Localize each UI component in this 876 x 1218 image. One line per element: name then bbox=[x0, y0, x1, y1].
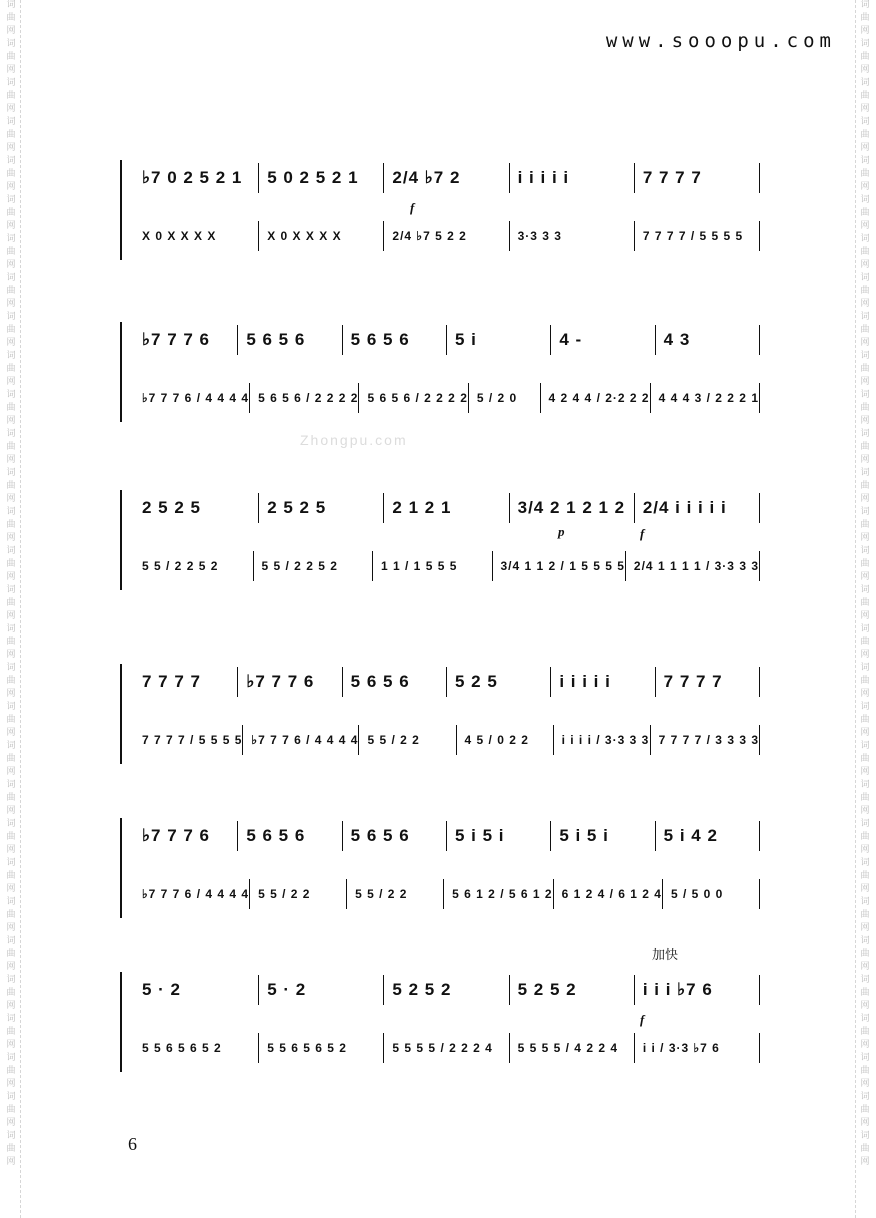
measure: i i i i / 3·3 3 3 bbox=[561, 733, 650, 747]
measure: ♭7 7 7 6 / 4 4 4 4 bbox=[142, 391, 250, 405]
measure: 5 · 2 bbox=[142, 980, 182, 999]
barline bbox=[759, 879, 760, 909]
side-glyph: 网 bbox=[6, 455, 16, 465]
measure: 5 6 5 6 bbox=[246, 826, 306, 845]
side-glyph: 词 bbox=[860, 507, 870, 517]
side-glyph: 网 bbox=[860, 728, 870, 738]
side-glyph: 网 bbox=[6, 182, 16, 192]
measure: i i i ♭7 6 bbox=[642, 980, 713, 999]
side-glyph: 网 bbox=[860, 143, 870, 153]
system-brace bbox=[120, 322, 130, 422]
side-glyph: 曲 bbox=[6, 832, 16, 842]
measure: ♭7 7 7 6 / 4 4 4 4 bbox=[251, 733, 359, 747]
barline bbox=[759, 975, 760, 1005]
measure: 5 5 / 2 2 bbox=[355, 887, 408, 901]
side-glyph: 网 bbox=[860, 923, 870, 933]
side-glyph: 曲 bbox=[860, 637, 870, 647]
measure: i i / 3·3 ♭7 6 bbox=[642, 1041, 720, 1055]
side-glyph: 网 bbox=[860, 1118, 870, 1128]
side-glyph: 曲 bbox=[860, 871, 870, 881]
melody-staff bbox=[134, 664, 760, 700]
side-glyph: 曲 bbox=[860, 676, 870, 686]
measure: 5 5 6 5 6 5 2 bbox=[267, 1041, 347, 1055]
measure: 5 6 5 6 bbox=[246, 330, 306, 349]
measure: i i i i i bbox=[517, 168, 570, 187]
measure: X 0 X X X X bbox=[142, 229, 217, 243]
side-glyph: 网 bbox=[6, 611, 16, 621]
side-glyph: 网 bbox=[860, 572, 870, 582]
dynamic-forte-3: f bbox=[640, 1012, 645, 1027]
accompaniment-staff bbox=[134, 218, 760, 254]
side-glyph: 词 bbox=[860, 819, 870, 829]
measure: 5 6 1 2 / 5 6 1 2 bbox=[452, 887, 553, 901]
barline bbox=[759, 1033, 760, 1063]
side-glyph: 词 bbox=[6, 507, 16, 517]
side-glyph: 曲 bbox=[6, 13, 16, 23]
side-glyph: 网 bbox=[860, 182, 870, 192]
side-glyph: 曲 bbox=[6, 559, 16, 569]
side-glyph: 曲 bbox=[6, 325, 16, 335]
side-glyph: 网 bbox=[6, 1079, 16, 1089]
score-system bbox=[120, 322, 760, 432]
dynamic-forte-1: f bbox=[410, 200, 415, 215]
measure: 5 6 5 6 bbox=[350, 330, 410, 349]
side-glyph: 词 bbox=[6, 1014, 16, 1024]
side-glyph: 网 bbox=[860, 533, 870, 543]
page-number: 6 bbox=[128, 1134, 137, 1154]
side-glyph: 词 bbox=[860, 78, 870, 88]
side-glyph: 网 bbox=[860, 338, 870, 348]
measure: 3·3 3 3 bbox=[517, 229, 562, 243]
side-glyph: 网 bbox=[6, 572, 16, 582]
side-glyph: 词 bbox=[6, 702, 16, 712]
side-glyph: 网 bbox=[6, 845, 16, 855]
side-glyph: 网 bbox=[6, 923, 16, 933]
side-glyph: 网 bbox=[860, 1079, 870, 1089]
measure: 7 7 7 7 / 3 3 3 3 bbox=[658, 733, 760, 747]
side-glyph: 曲 bbox=[6, 1066, 16, 1076]
side-glyph: 网 bbox=[860, 1040, 870, 1050]
measure: ♭7 7 7 6 bbox=[142, 826, 211, 845]
side-glyph: 曲 bbox=[6, 754, 16, 764]
side-glyph: 词 bbox=[6, 1092, 16, 1102]
side-glyph: 网 bbox=[6, 728, 16, 738]
side-glyph: 词 bbox=[860, 546, 870, 556]
measure: 4 2 4 4 / 2·2 2 2 bbox=[548, 391, 650, 405]
measure: 2 5 2 5 bbox=[142, 498, 201, 517]
side-glyph: 网 bbox=[6, 65, 16, 75]
side-glyph: 词 bbox=[6, 0, 16, 10]
side-glyph: 曲 bbox=[860, 832, 870, 842]
side-glyph: 词 bbox=[6, 39, 16, 49]
melody-staff bbox=[134, 160, 760, 196]
side-glyph: 词 bbox=[860, 975, 870, 985]
measure: 5 6 5 6 / 2 2 2 2 bbox=[367, 391, 468, 405]
measure: 5 6 5 6 / 2 2 2 2 bbox=[258, 391, 359, 405]
right-watermark-strip bbox=[856, 0, 874, 1218]
side-glyph: 词 bbox=[6, 468, 16, 478]
side-glyph: 词 bbox=[860, 858, 870, 868]
side-glyph: 词 bbox=[860, 195, 870, 205]
side-glyph: 词 bbox=[860, 1131, 870, 1141]
side-glyph: 词 bbox=[860, 741, 870, 751]
measure: ♭7 7 7 6 bbox=[246, 672, 315, 691]
side-glyph: 网 bbox=[6, 299, 16, 309]
side-glyph: 词 bbox=[6, 663, 16, 673]
measure: 7 7 7 7 bbox=[642, 168, 702, 187]
accompaniment-staff bbox=[134, 380, 760, 416]
side-glyph: 词 bbox=[860, 390, 870, 400]
measure: i i i i i bbox=[559, 672, 611, 691]
side-glyph: 词 bbox=[860, 663, 870, 673]
side-glyph: 曲 bbox=[860, 481, 870, 491]
accompaniment-staff bbox=[134, 876, 760, 912]
side-glyph: 曲 bbox=[6, 598, 16, 608]
side-glyph: 曲 bbox=[860, 1027, 870, 1037]
system-brace bbox=[120, 160, 130, 260]
side-glyph: 网 bbox=[6, 338, 16, 348]
side-glyph: 网 bbox=[6, 104, 16, 114]
side-glyph: 曲 bbox=[860, 403, 870, 413]
melody-staff bbox=[134, 972, 760, 1008]
measure: 6 1 2 4 / 6 1 2 4 bbox=[561, 887, 662, 901]
side-glyph: 曲 bbox=[6, 871, 16, 881]
score-system bbox=[120, 490, 760, 600]
measure: 5 · 2 bbox=[267, 980, 307, 999]
side-glyph: 曲 bbox=[860, 910, 870, 920]
measure: 5 5 / 2 2 bbox=[367, 733, 420, 747]
side-glyph: 词 bbox=[860, 897, 870, 907]
side-glyph: 网 bbox=[860, 650, 870, 660]
side-glyph: 曲 bbox=[860, 91, 870, 101]
side-glyph: 网 bbox=[6, 1040, 16, 1050]
measure: 2 5 2 5 bbox=[267, 498, 327, 517]
side-glyph: 曲 bbox=[860, 247, 870, 257]
side-glyph: 词 bbox=[6, 390, 16, 400]
side-glyph: 网 bbox=[860, 884, 870, 894]
barline bbox=[759, 383, 760, 413]
side-glyph: 网 bbox=[6, 221, 16, 231]
side-glyph: 曲 bbox=[860, 208, 870, 218]
side-glyph: 曲 bbox=[6, 52, 16, 62]
side-glyph: 词 bbox=[860, 936, 870, 946]
background-watermark: Zhongpu.com bbox=[300, 432, 408, 448]
side-glyph: 词 bbox=[860, 1014, 870, 1024]
side-glyph: 网 bbox=[6, 689, 16, 699]
side-glyph: 网 bbox=[6, 494, 16, 504]
side-glyph: 词 bbox=[860, 39, 870, 49]
side-glyph: 曲 bbox=[860, 130, 870, 140]
side-glyph: 网 bbox=[860, 455, 870, 465]
side-glyph: 词 bbox=[6, 858, 16, 868]
side-glyph: 曲 bbox=[6, 637, 16, 647]
side-glyph: 词 bbox=[6, 156, 16, 166]
side-glyph: 网 bbox=[6, 962, 16, 972]
measure: 5 5 5 5 / 4 2 2 4 bbox=[517, 1041, 619, 1055]
measure: 5 0 2 5 2 1 bbox=[267, 168, 359, 187]
side-glyph: 曲 bbox=[6, 91, 16, 101]
side-glyph: 词 bbox=[860, 0, 870, 10]
measure: ♭7 0 2 5 2 1 bbox=[142, 168, 243, 187]
side-glyph: 网 bbox=[6, 143, 16, 153]
side-glyph: 词 bbox=[6, 195, 16, 205]
side-glyph: 词 bbox=[6, 429, 16, 439]
side-glyph: 词 bbox=[860, 117, 870, 127]
side-glyph: 曲 bbox=[6, 1027, 16, 1037]
side-glyph: 曲 bbox=[6, 364, 16, 374]
side-glyph: 词 bbox=[860, 585, 870, 595]
side-glyph: 词 bbox=[6, 897, 16, 907]
system-brace bbox=[120, 664, 130, 764]
measure: 3/4 2 1 2 1 2 bbox=[517, 498, 626, 517]
measure: 2/4 1 1 1 1 / 3·3 3 3 bbox=[633, 559, 759, 573]
measure: 5 5 / 2 2 5 2 bbox=[261, 559, 338, 573]
measure: 5 / 2 0 bbox=[476, 391, 518, 405]
side-glyph: 曲 bbox=[860, 1144, 870, 1154]
side-glyph: 网 bbox=[860, 767, 870, 777]
side-glyph: 词 bbox=[6, 819, 16, 829]
dynamic-forte-2: f bbox=[640, 526, 645, 541]
side-glyph: 词 bbox=[860, 468, 870, 478]
barline bbox=[759, 551, 760, 581]
measure: X 0 X X X X bbox=[267, 229, 342, 243]
measure: 7 7 7 7 / 5 5 5 5 bbox=[642, 229, 744, 243]
side-glyph: 词 bbox=[860, 780, 870, 790]
side-glyph: 词 bbox=[860, 1092, 870, 1102]
accompaniment-staff bbox=[134, 1030, 760, 1066]
measure: 1 1 / 1 5 5 5 bbox=[381, 559, 458, 573]
melody-staff bbox=[134, 490, 760, 526]
site-url: www.sooopu.com bbox=[605, 30, 836, 52]
measure: ♭7 7 7 6 / 4 4 4 4 bbox=[142, 887, 250, 901]
measure: 5 / 5 0 0 bbox=[670, 887, 724, 901]
side-glyph: 词 bbox=[860, 702, 870, 712]
system-brace bbox=[120, 972, 130, 1072]
side-glyph: 曲 bbox=[6, 949, 16, 959]
barline bbox=[759, 325, 760, 355]
measure: 5 2 5 bbox=[454, 672, 498, 691]
side-glyph: 曲 bbox=[860, 325, 870, 335]
side-glyph: 曲 bbox=[6, 169, 16, 179]
measure: 5 6 5 6 bbox=[350, 826, 410, 845]
measure: 5 5 / 2 2 5 2 bbox=[142, 559, 219, 573]
side-glyph: 曲 bbox=[860, 754, 870, 764]
side-glyph: 网 bbox=[860, 806, 870, 816]
side-glyph: 曲 bbox=[860, 1066, 870, 1076]
left-watermark-strip bbox=[2, 0, 20, 1218]
measure: 5 5 6 5 6 5 2 bbox=[142, 1041, 222, 1055]
side-glyph: 曲 bbox=[860, 949, 870, 959]
side-glyph: 词 bbox=[860, 273, 870, 283]
accompaniment-staff bbox=[134, 722, 760, 758]
side-glyph: 曲 bbox=[6, 1105, 16, 1115]
side-glyph: 曲 bbox=[860, 793, 870, 803]
side-glyph: 词 bbox=[6, 78, 16, 88]
side-glyph: 词 bbox=[6, 351, 16, 361]
side-glyph: 网 bbox=[6, 26, 16, 36]
side-glyph: 网 bbox=[6, 767, 16, 777]
side-glyph: 词 bbox=[6, 585, 16, 595]
side-glyph: 曲 bbox=[860, 169, 870, 179]
side-glyph: 词 bbox=[6, 546, 16, 556]
side-glyph: 网 bbox=[6, 1001, 16, 1011]
measure: 5 5 / 2 2 bbox=[258, 887, 311, 901]
barline bbox=[759, 667, 760, 697]
side-glyph: 曲 bbox=[6, 520, 16, 530]
side-glyph: 网 bbox=[860, 377, 870, 387]
side-glyph: 词 bbox=[6, 780, 16, 790]
side-glyph: 网 bbox=[860, 689, 870, 699]
barline bbox=[759, 821, 760, 851]
side-glyph: 网 bbox=[860, 221, 870, 231]
side-glyph: 网 bbox=[860, 1157, 870, 1167]
side-glyph: 曲 bbox=[860, 1105, 870, 1115]
measure: 2/4 ♭7 2 bbox=[392, 168, 461, 187]
measure: 2/4 ♭7 5 2 2 bbox=[392, 229, 467, 243]
side-glyph: 词 bbox=[860, 234, 870, 244]
measure: 5 i 4 2 bbox=[663, 826, 718, 845]
measure: 7 7 7 7 bbox=[142, 672, 201, 691]
side-glyph: 曲 bbox=[860, 520, 870, 530]
side-glyph: 曲 bbox=[6, 676, 16, 686]
barline bbox=[759, 221, 760, 251]
side-glyph: 曲 bbox=[6, 247, 16, 257]
left-margin-line bbox=[20, 0, 21, 1218]
side-glyph: 网 bbox=[860, 416, 870, 426]
measure: 5 5 5 5 / 2 2 2 4 bbox=[392, 1041, 493, 1055]
side-glyph: 网 bbox=[6, 1157, 16, 1167]
side-glyph: 网 bbox=[6, 650, 16, 660]
side-glyph: 网 bbox=[860, 494, 870, 504]
side-glyph: 网 bbox=[860, 104, 870, 114]
measure: 5 i 5 i bbox=[559, 826, 609, 845]
side-glyph: 曲 bbox=[860, 52, 870, 62]
side-glyph: 曲 bbox=[6, 715, 16, 725]
side-glyph: 曲 bbox=[860, 559, 870, 569]
measure: 4 - bbox=[559, 330, 583, 349]
side-glyph: 曲 bbox=[860, 286, 870, 296]
side-glyph: 曲 bbox=[6, 208, 16, 218]
side-glyph: 网 bbox=[6, 416, 16, 426]
tempo-marking: 加快 bbox=[652, 948, 679, 963]
side-glyph: 曲 bbox=[6, 130, 16, 140]
side-glyph: 网 bbox=[860, 260, 870, 270]
score-system bbox=[120, 160, 760, 270]
side-glyph: 词 bbox=[6, 975, 16, 985]
side-glyph: 词 bbox=[860, 624, 870, 634]
measure: 7 7 7 7 bbox=[663, 672, 723, 691]
side-glyph: 词 bbox=[6, 936, 16, 946]
side-glyph: 曲 bbox=[6, 910, 16, 920]
barline bbox=[759, 493, 760, 523]
side-glyph: 曲 bbox=[6, 481, 16, 491]
barline bbox=[759, 725, 760, 755]
side-glyph: 词 bbox=[6, 1053, 16, 1063]
side-glyph: 词 bbox=[6, 741, 16, 751]
side-glyph: 曲 bbox=[6, 988, 16, 998]
score-system bbox=[120, 972, 760, 1082]
barline bbox=[759, 163, 760, 193]
side-glyph: 词 bbox=[860, 1053, 870, 1063]
measure: 4 4 4 3 / 2 2 2 1 bbox=[658, 391, 759, 405]
side-glyph: 词 bbox=[860, 429, 870, 439]
side-glyph: 网 bbox=[860, 845, 870, 855]
measure: 5 2 5 2 bbox=[517, 980, 577, 999]
side-glyph: 网 bbox=[860, 962, 870, 972]
measure: 5 2 5 2 bbox=[392, 980, 452, 999]
side-glyph: 词 bbox=[6, 117, 16, 127]
side-glyph: 曲 bbox=[6, 793, 16, 803]
side-glyph: 网 bbox=[860, 1001, 870, 1011]
measure: 7 7 7 7 / 5 5 5 5 bbox=[142, 733, 243, 747]
side-glyph: 网 bbox=[6, 806, 16, 816]
side-glyph: 网 bbox=[6, 1118, 16, 1128]
measure: 5 i bbox=[454, 330, 477, 349]
side-glyph: 词 bbox=[6, 312, 16, 322]
measure: 2 1 2 1 bbox=[392, 498, 452, 517]
side-glyph: 词 bbox=[6, 624, 16, 634]
side-glyph: 曲 bbox=[6, 403, 16, 413]
dynamic-piano: p bbox=[558, 524, 565, 539]
side-glyph: 词 bbox=[6, 234, 16, 244]
system-brace bbox=[120, 818, 130, 918]
side-glyph: 曲 bbox=[6, 1144, 16, 1154]
side-glyph: 网 bbox=[860, 299, 870, 309]
side-glyph: 词 bbox=[6, 273, 16, 283]
side-glyph: 网 bbox=[6, 884, 16, 894]
measure: 3/4 1 1 2 / 1 5 5 5 5 bbox=[500, 559, 625, 573]
side-glyph: 网 bbox=[6, 260, 16, 270]
measure: 4 5 / 0 2 2 bbox=[464, 733, 529, 747]
side-glyph: 词 bbox=[860, 351, 870, 361]
side-glyph: 曲 bbox=[860, 364, 870, 374]
accompaniment-staff bbox=[134, 548, 760, 584]
side-glyph: 网 bbox=[860, 611, 870, 621]
side-glyph: 网 bbox=[860, 26, 870, 36]
side-glyph: 词 bbox=[860, 156, 870, 166]
measure: ♭7 7 7 6 bbox=[142, 330, 211, 349]
side-glyph: 曲 bbox=[860, 13, 870, 23]
side-glyph: 词 bbox=[6, 1131, 16, 1141]
score-system bbox=[120, 664, 760, 774]
measure: 2/4 i i i i i bbox=[642, 498, 727, 517]
side-glyph: 词 bbox=[860, 312, 870, 322]
melody-staff bbox=[134, 818, 760, 854]
score-system bbox=[120, 818, 760, 928]
side-glyph: 曲 bbox=[6, 442, 16, 452]
measure: 5 i 5 i bbox=[454, 826, 505, 845]
system-brace bbox=[120, 490, 130, 590]
measure: 5 6 5 6 bbox=[350, 672, 410, 691]
side-glyph: 曲 bbox=[860, 598, 870, 608]
side-glyph: 曲 bbox=[6, 286, 16, 296]
side-glyph: 曲 bbox=[860, 988, 870, 998]
side-glyph: 曲 bbox=[860, 442, 870, 452]
side-glyph: 网 bbox=[6, 377, 16, 387]
side-glyph: 曲 bbox=[860, 715, 870, 725]
melody-staff bbox=[134, 322, 760, 358]
side-glyph: 网 bbox=[6, 533, 16, 543]
measure: 4 3 bbox=[663, 330, 691, 349]
side-glyph: 网 bbox=[860, 65, 870, 75]
